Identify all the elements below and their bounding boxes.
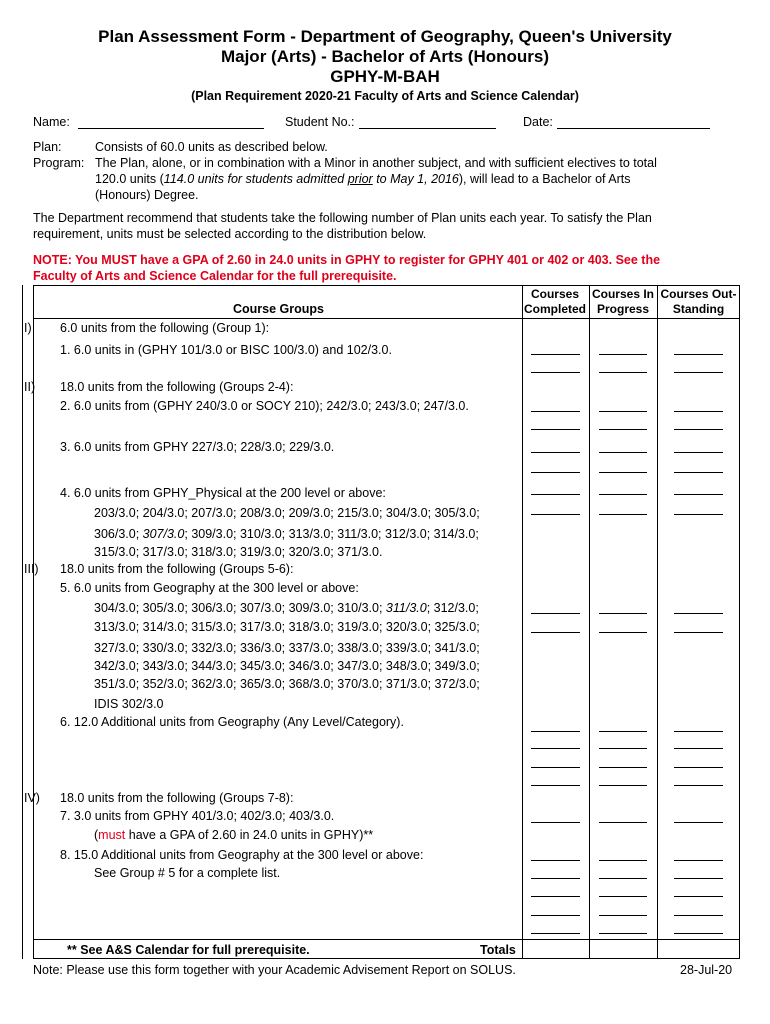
entry-line[interactable] [674, 429, 723, 430]
entry-line[interactable] [531, 915, 580, 916]
group-number: I) [24, 321, 32, 335]
col-divider [589, 286, 590, 958]
requirement-item: 8. 15.0 Additional units from Geography at the 300 level or above: [60, 848, 424, 862]
entry-line[interactable] [674, 731, 723, 732]
entry-line[interactable] [531, 613, 580, 614]
group-heading: 18.0 units from the following (Groups 7-8): [60, 791, 294, 805]
entry-line[interactable] [531, 878, 580, 879]
entry-line[interactable] [599, 429, 647, 430]
gpa-note-line1: NOTE: You MUST have a GPA of 2.60 in 24.0 units in GPHY to register for GPHY 401 or 402 or 403. See the [33, 253, 661, 267]
col-divider [522, 286, 523, 958]
group-number: III) [24, 562, 39, 576]
program-text: The Plan, alone, or in combination with a Minor in another subject, and with sufficient electives to total [95, 156, 657, 170]
date-field[interactable] [557, 128, 710, 129]
entry-line[interactable] [531, 514, 580, 515]
requirement-item: 5. 6.0 units from Geography at the 300 level or above: [60, 581, 359, 595]
entry-line[interactable] [531, 748, 580, 749]
entry-line[interactable] [599, 632, 647, 633]
course-list-line: 304/3.0; 305/3.0; 306/3.0; 307/3.0; 309/3.0; 310/3.0; 311/3.0; 312/3.0; [94, 601, 479, 615]
entry-line[interactable] [674, 860, 723, 861]
entry-line[interactable] [531, 429, 580, 430]
entry-line[interactable] [531, 632, 580, 633]
plan-code: GPHY-M-BAH [330, 67, 440, 86]
entry-line[interactable] [674, 915, 723, 916]
requirement-item: 6. 12.0 Additional units from Geography (Any Level/Category). [60, 715, 404, 729]
course-list-line: See Group # 5 for a complete list. [94, 866, 281, 880]
entry-line[interactable] [599, 354, 647, 355]
entry-line[interactable] [599, 613, 647, 614]
entry-line[interactable] [531, 860, 580, 861]
entry-line[interactable] [599, 731, 647, 732]
name-label: Name: [33, 115, 70, 129]
plan-text: Consists of 60.0 units as described below. [95, 140, 328, 154]
course-list-line: IDIS 302/3.0 [94, 697, 164, 711]
entry-line[interactable] [599, 785, 647, 786]
entry-line[interactable] [674, 613, 723, 614]
entry-line[interactable] [674, 822, 723, 823]
col-header-completed: Courses Completed [523, 287, 586, 316]
entry-line[interactable] [531, 896, 580, 897]
entry-line[interactable] [531, 494, 580, 495]
totals-divider [34, 939, 739, 940]
entry-line[interactable] [674, 896, 723, 897]
entry-line[interactable] [599, 372, 647, 373]
gpa-requirement-note: (must have a GPA of 2.60 in 24.0 units in GPHY)** [94, 828, 374, 842]
entry-line[interactable] [674, 514, 723, 515]
entry-line[interactable] [599, 878, 647, 879]
requirement-item: 2. 6.0 units from (GPHY 240/3.0 or SOCY 210); 242/3.0; 243/3.0; 247/3.0. [60, 399, 469, 413]
program-label: Program: [33, 156, 85, 170]
entry-line[interactable] [531, 767, 580, 768]
entry-line[interactable] [531, 472, 580, 473]
group-heading: 6.0 units from the following (Group 1): [60, 321, 270, 335]
entry-line[interactable] [531, 933, 580, 934]
plan-label: Plan: [33, 140, 62, 154]
entry-line[interactable] [531, 731, 580, 732]
course-list-line: 203/3.0; 204/3.0; 207/3.0; 208/3.0; 209/3.0; 215/3.0; 304/3.0; 305/3.0; [94, 506, 480, 520]
program-text-2: 120.0 units (114.0 units for students admitted prior to May 1, 2016), will lead to a Bachelor of Arts [95, 172, 631, 186]
entry-line[interactable] [599, 472, 647, 473]
entry-line[interactable] [674, 452, 723, 453]
entry-line[interactable] [599, 933, 647, 934]
entry-line[interactable] [674, 472, 723, 473]
entry-line[interactable] [599, 494, 647, 495]
entry-line[interactable] [599, 767, 647, 768]
entry-line[interactable] [674, 632, 723, 633]
prerequisite-footnote: ** See A&S Calendar for full prerequisite. [67, 943, 310, 957]
course-list-line: 351/3.0; 352/3.0; 362/3.0; 365/3.0; 368/3.0; 370/3.0; 371/3.0; 372/3.0; [94, 677, 480, 691]
course-list-line: 327/3.0; 330/3.0; 332/3.0; 336/3.0; 337/3.0; 338/3.0; 339/3.0; 341/3.0; [94, 641, 480, 655]
entry-line[interactable] [531, 822, 580, 823]
date-label: Date: [523, 115, 553, 129]
student-no-label: Student No.: [285, 115, 355, 129]
form-date: 28-Jul-20 [680, 963, 733, 977]
entry-line[interactable] [674, 411, 723, 412]
form-title-line2: Major (Arts) - Bachelor of Arts (Honours) [220, 47, 550, 66]
entry-line[interactable] [674, 767, 723, 768]
totals-label: Totals [480, 943, 516, 957]
recommend-line1: The Department recommend that students take the following number of Plan units each year. To satisfy the Plan [33, 211, 652, 225]
entry-line[interactable] [674, 933, 723, 934]
group-heading: 18.0 units from the following (Groups 2-4): [60, 380, 294, 394]
entry-line[interactable] [674, 372, 723, 373]
entry-line[interactable] [599, 514, 647, 515]
entry-line[interactable] [599, 860, 647, 861]
requirement-item: 4. 6.0 units from GPHY_Physical at the 200 level or above: [60, 486, 386, 500]
entry-line[interactable] [674, 354, 723, 355]
form-title: Plan Assessment Form - Department of Geography, Queen's University [98, 27, 672, 46]
group-number: II) [24, 380, 36, 394]
student-no-field[interactable] [359, 128, 496, 129]
entry-line[interactable] [674, 748, 723, 749]
course-list-line: 306/3.0; 307/3.0; 309/3.0; 310/3.0; 313/3.0; 311/3.0; 312/3.0; 314/3.0; [94, 527, 479, 541]
group-number: IV) [24, 791, 40, 805]
entry-line[interactable] [599, 915, 647, 916]
footer-note: Note: Please use this form together with your Academic Advisement Report on SOLUS. [33, 963, 516, 977]
entry-line[interactable] [599, 452, 647, 453]
name-field[interactable] [78, 128, 264, 129]
course-list-line: 342/3.0; 343/3.0; 344/3.0; 345/3.0; 346/3.0; 347/3.0; 348/3.0; 349/3.0; [94, 659, 480, 673]
course-list-line: 313/3.0; 314/3.0; 315/3.0; 317/3.0; 318/3.0; 319/3.0; 320/3.0; 325/3.0; [94, 620, 480, 634]
entry-line[interactable] [674, 785, 723, 786]
entry-line[interactable] [531, 372, 580, 373]
col-divider [657, 286, 658, 958]
requirement-item: 3. 6.0 units from GPHY 227/3.0; 228/3.0; 229/3.0. [60, 440, 335, 454]
header-divider [34, 318, 739, 319]
gpa-note-line2: Faculty of Arts and Science Calendar for the full prerequisite. [33, 269, 397, 283]
col-header-outstanding: Courses Out- Standing [660, 287, 737, 316]
requirement-item: 7. 3.0 units from GPHY 401/3.0; 402/3.0; 403/3.0. [60, 809, 335, 823]
entry-line[interactable] [599, 822, 647, 823]
col-header-in-progress: Courses In Progress [591, 287, 654, 316]
entry-line[interactable] [531, 411, 580, 412]
entry-line[interactable] [599, 411, 647, 412]
entry-line[interactable] [599, 748, 647, 749]
entry-line[interactable] [531, 452, 580, 453]
recommend-line2: requirement, units must be selected according to the distribution below. [33, 227, 427, 241]
entry-line[interactable] [531, 354, 580, 355]
group-heading: 18.0 units from the following (Groups 5-6): [60, 562, 294, 576]
program-text-3: (Honours) Degree. [95, 188, 199, 202]
entry-line[interactable] [674, 878, 723, 879]
course-list-line: 315/3.0; 317/3.0; 318/3.0; 319/3.0; 320/3.0; 371/3.0. [94, 545, 383, 559]
entry-line[interactable] [674, 494, 723, 495]
entry-line[interactable] [599, 896, 647, 897]
form-subtitle: (Plan Requirement 2020-21 Faculty of Arts and Science Calendar) [191, 89, 579, 103]
requirement-item: 1. 6.0 units in (GPHY 101/3.0 or BISC 100/3.0) and 102/3.0. [60, 343, 392, 357]
entry-line[interactable] [531, 785, 580, 786]
col-header-course-groups: Course Groups [233, 302, 324, 316]
